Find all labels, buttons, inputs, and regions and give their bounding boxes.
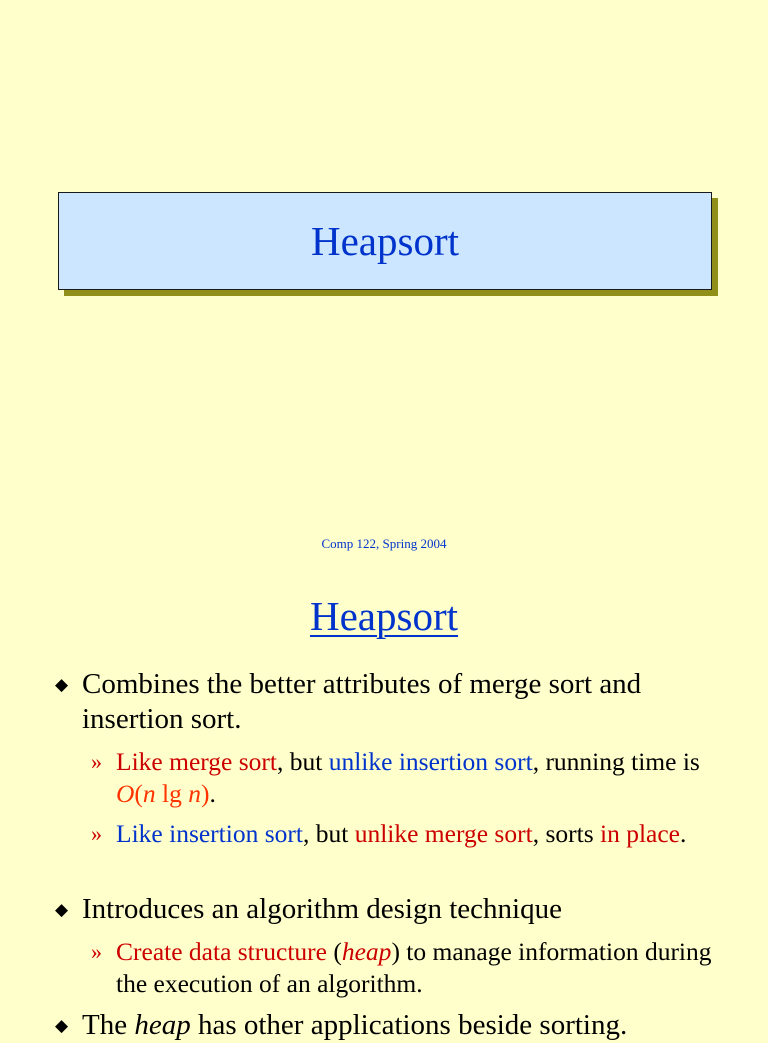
sub-text: , running time is [532,747,700,776]
bullet-text-heap: heap [134,1009,191,1041]
sub-text-heap: heap [341,937,392,966]
sub-text: , sorts [532,819,600,848]
sub-text: ( [326,937,342,966]
slide-title: Heapsort [310,217,459,264]
slide-footer: Comp 122, Spring 2004 [321,536,447,551]
section-title [0,592,768,640]
diamond-bullet-icon: ◆ [55,900,69,919]
complexity-paren-close: ) [201,779,210,808]
bullet-item [55,667,732,737]
double-chevron-icon: » [91,821,102,846]
sub-text-blue: unlike insertion sort [328,747,533,776]
complexity-n: n [142,779,156,808]
sub-text-red: Like merge sort [116,747,277,776]
sub-text-blue: Like insertion sort [116,819,303,848]
complexity-paren-open: ( [134,779,143,808]
complexity-lg: lg [155,779,189,808]
diamond-bullet-icon: ◆ [55,1016,69,1035]
complexity-o: O [116,779,135,808]
bullet-text: Introduces an algorithm design technique [82,893,562,925]
double-chevron-icon: » [91,939,102,964]
sub-text: ) to manage information during the execution of an algorithm. [116,937,712,998]
sub-bullet-item [91,818,736,850]
sub-bullet-item [91,936,736,1000]
sub-text-red: unlike merge sort [354,819,533,848]
sub-text: , but [276,747,329,776]
bullet-text: The [82,1009,135,1041]
title-box [58,192,712,290]
sub-text-red: Create data structure [116,937,327,966]
diamond-bullet-icon: ◆ [55,675,69,694]
sub-text-red: in place [600,819,680,848]
sub-text-period: . [209,779,216,808]
bullet-item [55,892,732,927]
double-chevron-icon: » [91,749,102,774]
sub-bullet-item [91,746,736,810]
complexity-n: n [188,779,202,808]
bullet-text: Combines the better attributes of merge sort and insertion sort. [82,668,642,735]
sub-text-period: . [680,819,687,848]
bullet-text: has other applications beside sorting. [190,1009,628,1041]
section-title-link[interactable]: Heapsort [309,593,458,639]
bullet-item [55,1008,732,1043]
sub-text: , but [302,819,355,848]
